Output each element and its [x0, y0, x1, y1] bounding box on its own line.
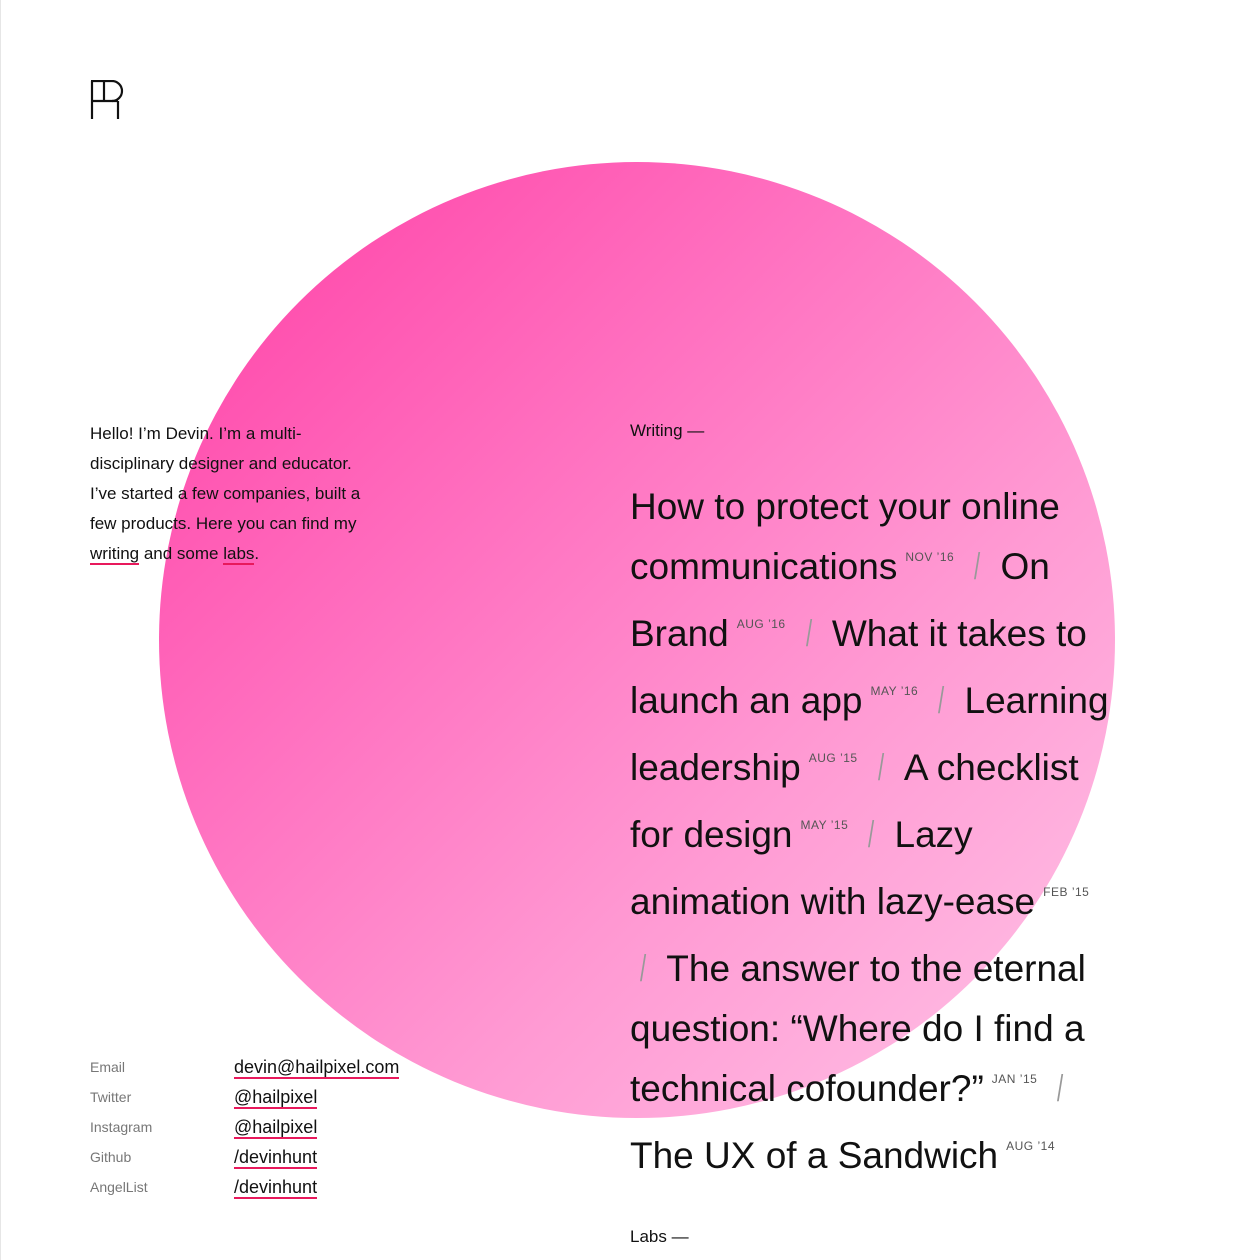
dh-monogram-logo-icon[interactable] — [90, 80, 130, 120]
post-separator: / — [877, 747, 884, 788]
post-line — [630, 609, 1087, 659]
post-title-part[interactable]: On — [1000, 546, 1050, 587]
post-title-part[interactable]: animation with lazy-ease — [630, 881, 1036, 922]
page-left-border — [0, 0, 1, 1260]
contact-label-twitter: Twitter — [90, 1089, 132, 1105]
post-date: NOV ’16 — [905, 550, 955, 564]
github-link[interactable]: /devinhunt — [234, 1146, 318, 1167]
intro-writing-link[interactable]: writing — [90, 544, 140, 563]
post-date: AUG ’15 — [808, 751, 858, 765]
contact-row-instagram — [90, 1112, 399, 1142]
post-title-part[interactable]: communications — [630, 546, 898, 587]
twitter-link[interactable]: @hailpixel — [234, 1086, 318, 1107]
post-title-part[interactable]: for design — [630, 814, 793, 855]
contact-label-github: Github — [90, 1149, 132, 1165]
post-date: FEB ’15 — [1043, 885, 1090, 899]
post-title-part[interactable]: Learning — [964, 680, 1109, 721]
post-separator: / — [640, 948, 647, 989]
post-line — [630, 1131, 1055, 1181]
post-title-part[interactable]: launch an app — [630, 680, 863, 721]
intro-text-after: . — [254, 544, 260, 563]
post-date: AUG ’16 — [736, 617, 786, 631]
writing-section-heading: Writing — — [630, 421, 705, 440]
contact-list — [90, 1052, 399, 1202]
post-separator: / — [938, 680, 945, 721]
post-date: MAY ’15 — [800, 818, 849, 832]
intro-text-middle: and some — [139, 544, 224, 563]
post-line — [630, 542, 1050, 592]
post-title-part[interactable]: question: “Where do I find a — [630, 1008, 1085, 1049]
post-line — [630, 1004, 1085, 1054]
post-line — [630, 482, 1060, 532]
post-date: JAN ’15 — [991, 1072, 1038, 1086]
post-separator: / — [1057, 1068, 1064, 1109]
contact-label-instagram: Instagram — [90, 1119, 153, 1135]
post-title-part[interactable]: Lazy — [894, 814, 973, 855]
contact-label-email: Email — [90, 1059, 126, 1075]
post-separator: / — [805, 613, 812, 654]
post-line — [630, 877, 1089, 927]
post-line — [630, 1064, 1084, 1114]
angellist-link[interactable]: /devinhunt — [234, 1176, 318, 1197]
post-date: MAY ’16 — [870, 684, 919, 698]
post-line — [630, 743, 1079, 793]
post-line — [630, 944, 1086, 994]
post-title-part[interactable]: How to protect your online — [630, 486, 1060, 527]
post-title-part[interactable]: technical cofounder?” — [630, 1068, 984, 1109]
contact-row-email — [90, 1052, 399, 1082]
post-title-part[interactable]: Brand — [630, 613, 729, 654]
post-title-part[interactable]: A checklist — [903, 747, 1079, 788]
email-link[interactable]: devin@hailpixel.com — [234, 1056, 400, 1077]
contact-row-github — [90, 1142, 399, 1172]
contact-label-angellist: AngelList — [90, 1179, 148, 1195]
instagram-link[interactable]: @hailpixel — [234, 1116, 318, 1137]
contact-row-twitter — [90, 1082, 399, 1112]
post-title-part[interactable]: leadership — [630, 747, 801, 788]
post-title-part[interactable]: The answer to the eternal — [666, 948, 1086, 989]
intro-labs-link[interactable]: labs — [223, 544, 255, 563]
intro-paragraph — [90, 419, 380, 569]
post-title-part[interactable]: What it takes to — [831, 613, 1087, 654]
post-title-part[interactable]: The UX of a Sandwich — [630, 1135, 999, 1176]
post-line — [630, 810, 973, 860]
post-date: AUG ’14 — [1006, 1139, 1055, 1153]
contact-row-angellist — [90, 1172, 399, 1202]
post-separator: / — [868, 814, 875, 855]
post-separator: / — [974, 546, 981, 587]
labs-section-heading: Labs — — [630, 1227, 689, 1246]
intro-text-before: Hello! I’m Devin. I’m a multi-disciplinary designer and educator. I’ve started a few companies, built a few products. Here you can find my — [90, 424, 361, 533]
post-line — [630, 676, 1109, 726]
